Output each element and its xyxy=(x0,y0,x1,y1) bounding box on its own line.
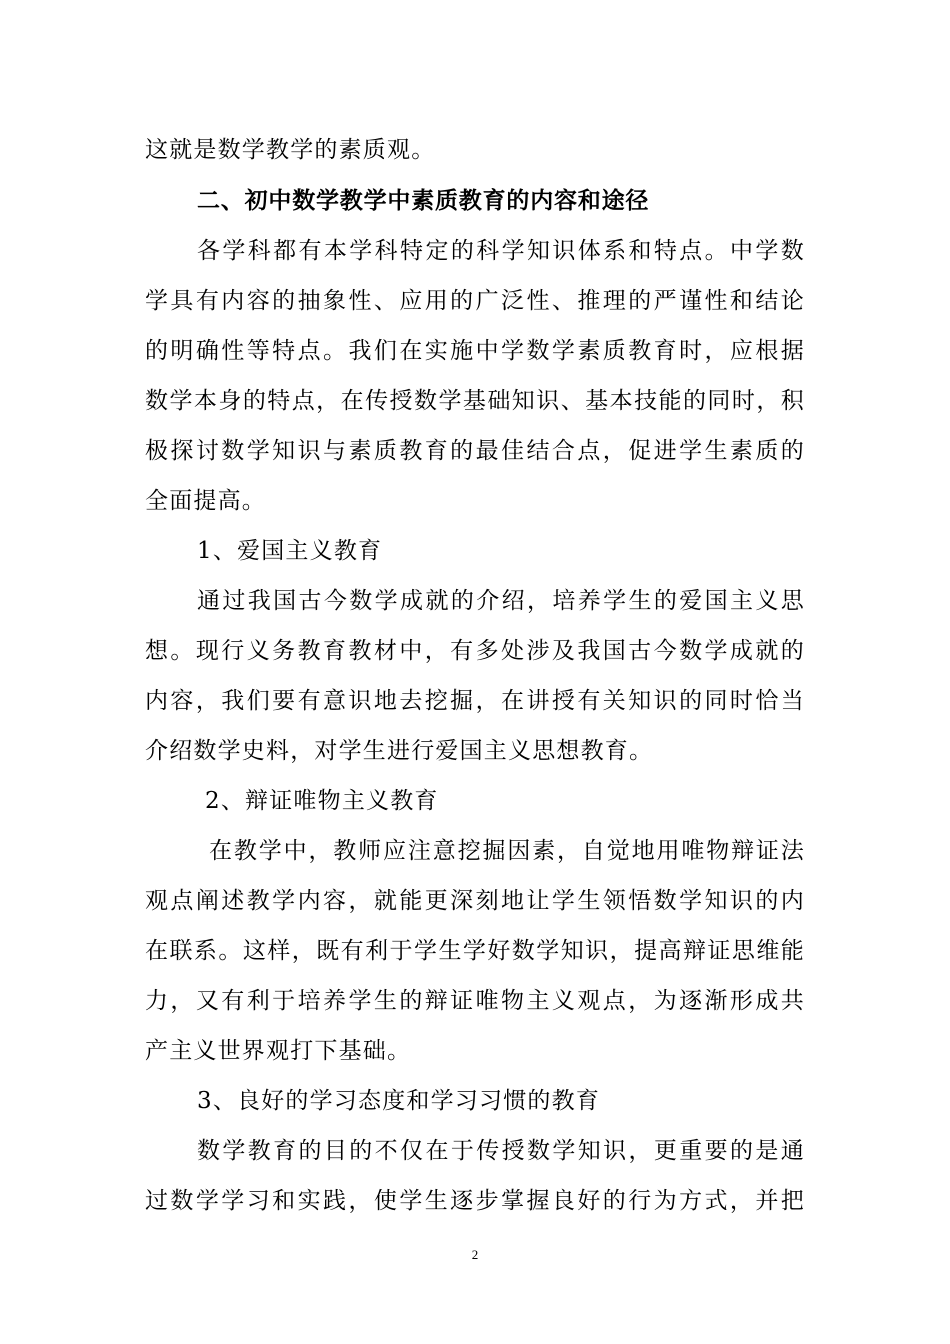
paragraph-line: 学具有内容的抽象性、应用的广泛性、推理的严谨性和结论 xyxy=(145,288,805,314)
paragraph-line: 在教学中，教师应注意挖掘因素，自觉地用唯物辩证法 xyxy=(209,838,805,864)
subsection-heading: 3、良好的学习态度和学习习惯的教育 xyxy=(197,1088,601,1114)
paragraph-line: 的明确性等特点。我们在实施中学数学素质教育时，应根据 xyxy=(145,338,805,364)
paragraph-line: 力，又有利于培养学生的辩证唯物主义观点，为逐渐形成共 xyxy=(145,988,805,1014)
paragraph-line: 数学教育的目的不仅在于传授数学知识，更重要的是通 xyxy=(197,1138,805,1164)
paragraph-line: 全面提高。 xyxy=(145,488,266,514)
paragraph-line: 观点阐述教学内容，就能更深刻地让学生领悟数学知识的内 xyxy=(145,888,805,914)
paragraph-line: 介绍数学史料，对学生进行爱国主义思想教育。 xyxy=(145,738,654,764)
paragraph-line: 数学本身的特点，在传授数学基础知识、基本技能的同时，积 xyxy=(145,388,805,414)
paragraph-line: 过数学学习和实践，使学生逐步掌握良好的行为方式，并把 xyxy=(145,1188,805,1214)
paragraph-line: 想。现行义务教育教材中，有多处涉及我国古今数学成就的 xyxy=(145,638,805,664)
paragraph-line: 内容，我们要有意识地去挖掘，在讲授有关知识的同时恰当 xyxy=(145,688,805,714)
paragraph-line: 通过我国古今数学成就的介绍，培养学生的爱国主义思 xyxy=(197,588,805,614)
paragraph-line: 这就是数学教学的素质观。 xyxy=(145,137,436,163)
paragraph-line: 各学科都有本学科特定的科学知识体系和特点。中学数 xyxy=(197,238,805,264)
subsection-heading: 1、爱国主义教育 xyxy=(197,538,383,564)
section-heading: 二、初中数学教学中素质教育的内容和途径 xyxy=(197,188,650,214)
paragraph-line: 在联系。这样，既有利于学生学好数学知识，提高辩证思维能 xyxy=(145,938,805,964)
subsection-heading: 2、辩证唯物主义教育 xyxy=(205,788,439,814)
paragraph-line: 极探讨数学知识与素质教育的最佳结合点，促进学生素质的 xyxy=(145,438,805,464)
paragraph-line: 产主义世界观打下基础。 xyxy=(145,1038,412,1064)
page-number: 2 xyxy=(471,1247,479,1262)
